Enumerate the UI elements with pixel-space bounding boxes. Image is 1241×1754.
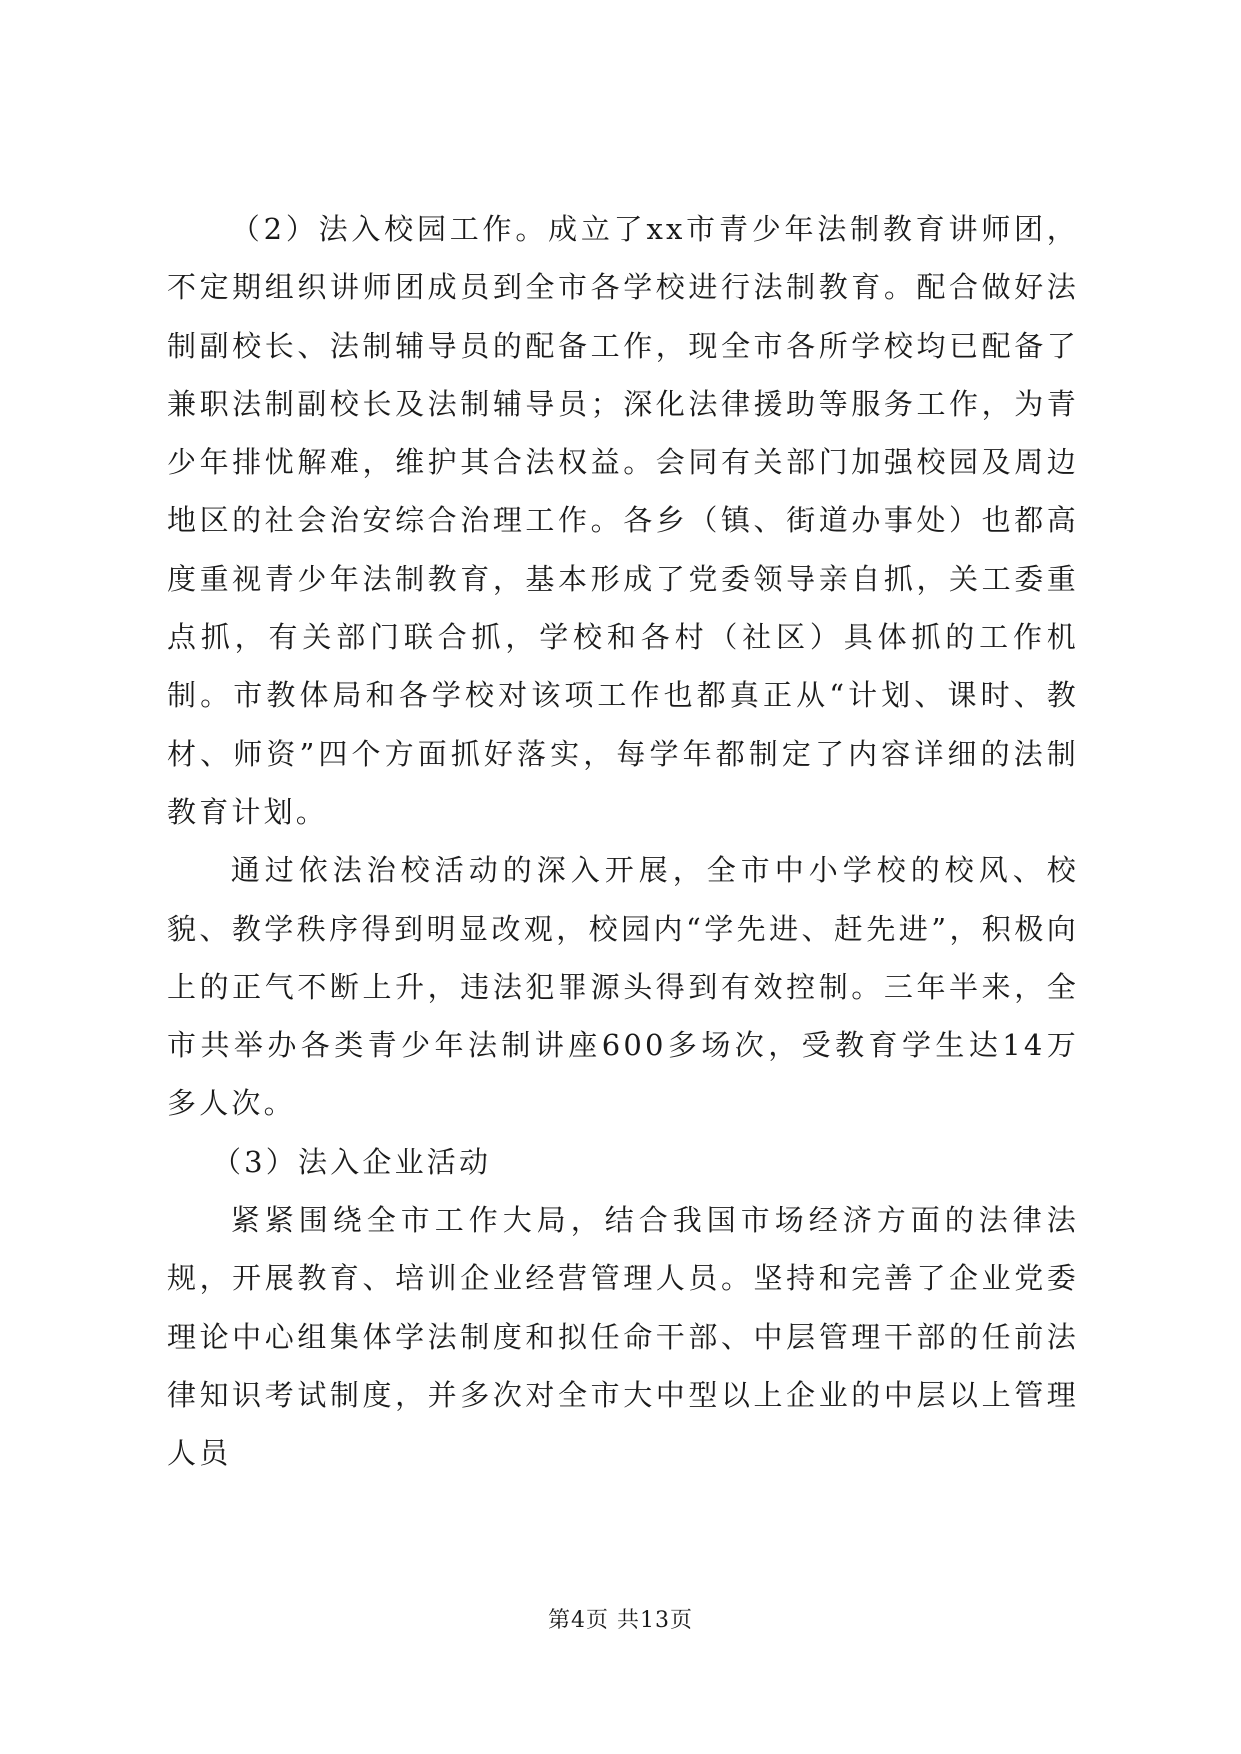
page-number-footer: 第4页 共13页	[548, 1608, 693, 1633]
paragraph-enterprise-training: 紧紧围绕全市工作大局，结合我国市场经济方面的法律法规，开展教育、培训企业经营管理人员。坚持和完善了企业党委理论中心组集体学法制度和拟任命干部、中层管理干部的任前法律知识考试制度，并多次对全市大中型以上企业的中层以上管理人员	[167, 1203, 1079, 1471]
paragraph-school-results: 通过依法治校活动的深入开展，全市中小学校的校风、校貌、教学秩序得到明显改观，校园内“学先进、赶先进”，积极向上的正气不断上升，违法犯罪源头得到有效控制。三年半来，全市共举办各类青少年法制讲座600多场次，受教育学生达14万多人次。	[167, 853, 1079, 1121]
section-heading-enterprise: （3）法入企业活动	[211, 1144, 492, 1179]
paragraph-school-law-work: （2）法入校园工作。成立了xx市青少年法制教育讲师团，不定期组织讲师团成员到全市各学校进行法制教育。配合做好法制副校长、法制辅导员的配备工作，现全市各所学校均已配备了兼职法制副校长及法制辅导员；深化法律援助等服务工作，为青少年排忧解难，维护其合法权益。会同有关部门加强校园及周边地区的社会治安综合治理工作。各乡（镇、街道办事处）也都高度重视青少年法制教育，基本形成了党委领导亲自抓，关工委重点抓，有关部门联合抓，学校和各村（社区）具体抓的工作机制。市教体局和各学校对该项工作也都真正从“计划、课时、教材、师资”四个方面抓好落实，每学年都制定了内容详细的法制教育计划。	[167, 212, 1079, 829]
document-body	[167, 200, 1079, 1483]
